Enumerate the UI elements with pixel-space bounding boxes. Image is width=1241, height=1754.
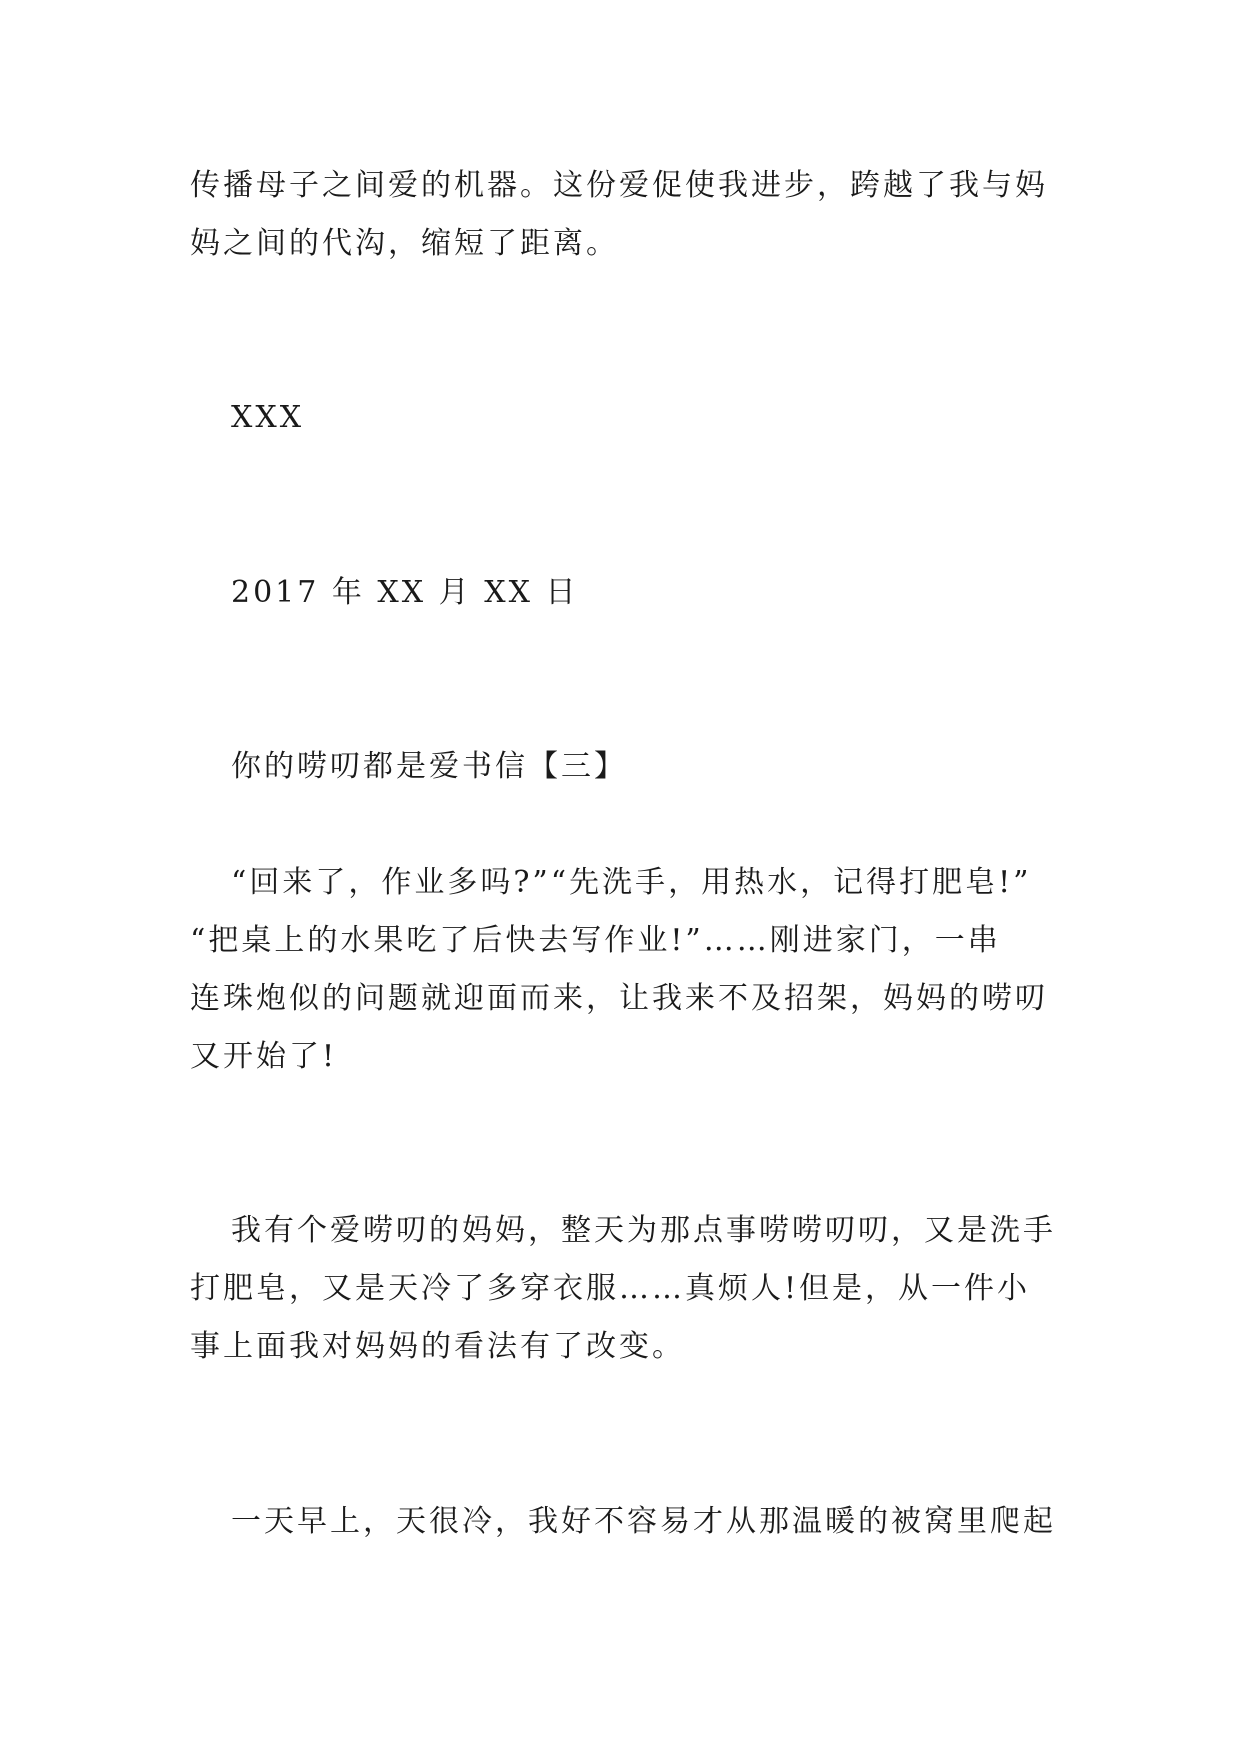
letter-date: 2017 年 XX 月 XX 日 <box>231 575 579 610</box>
paragraph-line: 妈之间的代沟，缩短了距离。 <box>190 226 619 261</box>
paragraph-line: 连珠炮似的问题就迎面而来，让我来不及招架，妈妈的唠叨 <box>190 981 1048 1016</box>
paragraph-line: 打肥皂，又是天冷了多穿衣服……真烦人!但是，从一件小 <box>190 1271 1031 1306</box>
letter-heading: 你的唠叨都是爱书信【三】 <box>231 749 627 784</box>
paragraph-line: “回来了，作业多吗?”“先洗手，用热水，记得打肥皂!” <box>231 865 1032 900</box>
signature: XXX <box>231 400 305 435</box>
paragraph-line: “把桌上的水果吃了后快去写作业!”……刚进家门，一串 <box>190 923 1001 958</box>
paragraph-line: 传播母子之间爱的机器。这份爱促使我进步，跨越了我与妈 <box>190 168 1048 203</box>
paragraph-line: 我有个爱唠叨的妈妈，整天为那点事唠唠叨叨，又是洗手 <box>231 1213 1056 1248</box>
paragraph-line: 事上面我对妈妈的看法有了改变。 <box>190 1329 685 1364</box>
paragraph-line: 又开始了! <box>190 1039 338 1074</box>
paragraph-line: 一天早上，天很冷，我好不容易才从那温暖的被窝里爬起 <box>231 1504 1056 1539</box>
